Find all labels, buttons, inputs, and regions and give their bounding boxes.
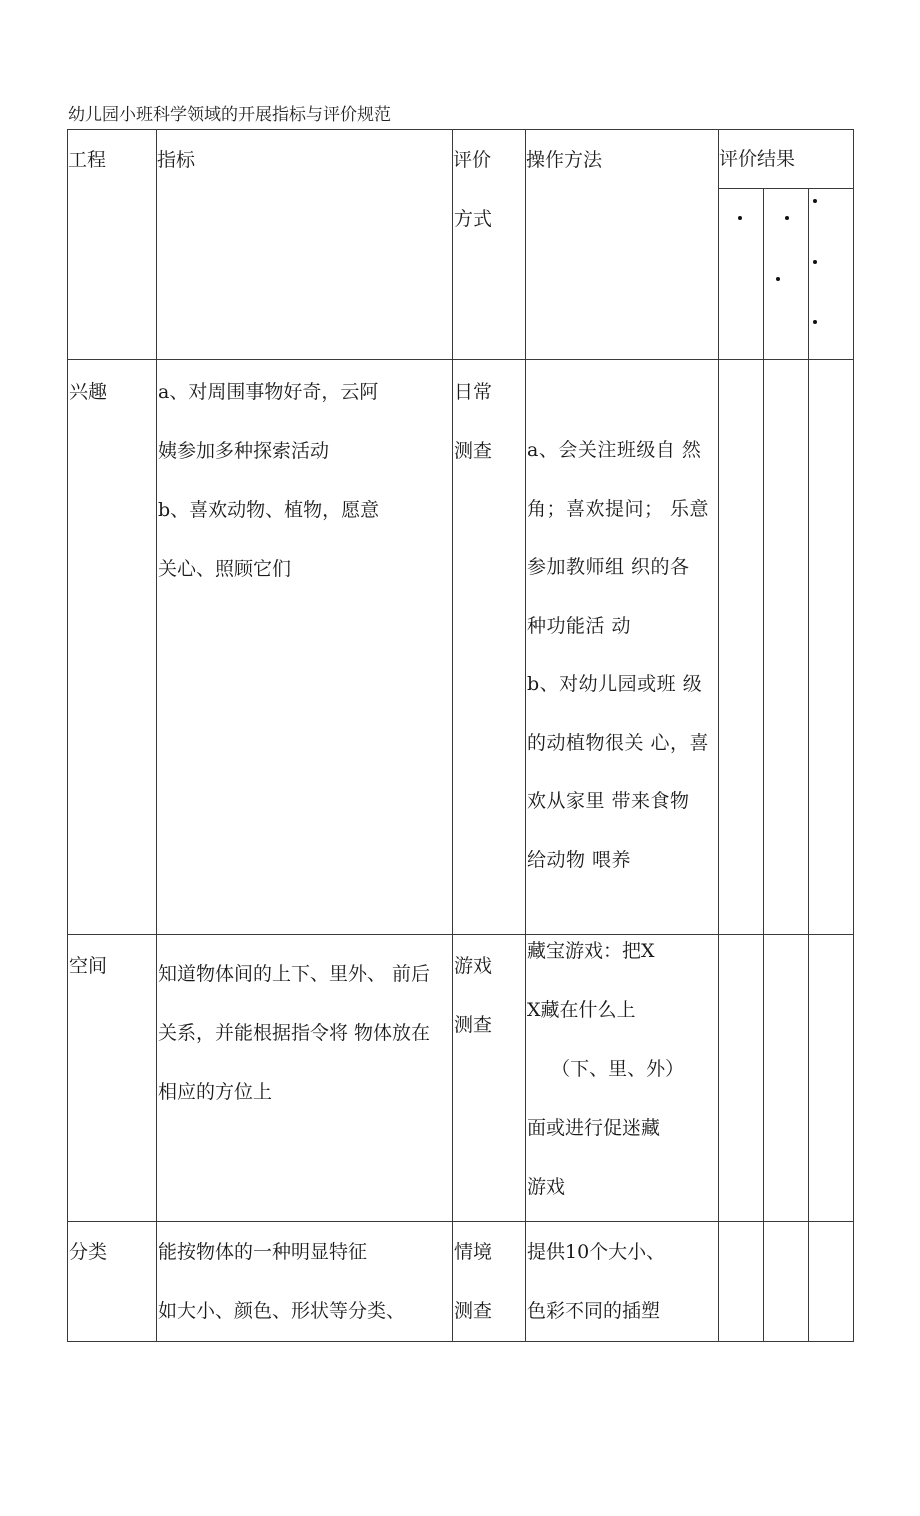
method-cell [453,1222,526,1342]
header-indicator: 指标 [157,149,196,171]
header-row [68,130,854,189]
result-cell [719,1222,764,1342]
header-method-line2: 方式 [454,208,493,230]
item-cell [68,360,157,935]
operation-line: 角；喜欢提问； 乐意 [527,497,710,520]
indicator-cell [157,1222,453,1342]
operation-line: 面或进行促迷藏 [527,1117,661,1139]
bullet-mark [813,260,817,264]
header-method-cell [453,130,526,360]
method-line: 日常 [454,381,493,403]
item-label: 空间 [69,955,108,977]
result-cell [719,935,764,1222]
bullet-mark [738,216,742,220]
operation-line: 色彩不同的插塑 [527,1300,661,1322]
header-result: 评价结果 [719,148,796,170]
result-cell [764,935,809,1222]
table-row [68,360,854,935]
method-line: 测查 [454,1300,493,1322]
operation-line: 参加教师组 织的各 [527,556,690,578]
method-cell [453,935,526,1222]
evaluation-table [67,129,854,1342]
indicator-line: 知道物体间的上下、里外、 前后 [158,963,431,985]
operation-line: 种功能活 动 [527,614,632,637]
indicator-cell [157,935,453,1222]
bullet-mark [813,320,817,324]
indicator-line: 关系，并能根据指令将 物体放在 [158,1022,431,1044]
operation-line: 藏宝游戏：把X [527,940,655,962]
result-cell [809,360,854,935]
header-item-cell [68,130,157,360]
table-row [68,1222,854,1342]
header-item: 工程 [68,149,107,171]
indicator-line: a、对周围事物好奇，云阿 [158,381,379,403]
indicator-line: 相应的方位上 [158,1081,273,1103]
table-row [68,935,854,1222]
operation-line: 游戏 [527,1176,566,1198]
header-method-line1: 评价 [453,149,492,171]
indicator-line: 关心、照顾它们 [158,558,292,580]
method-cell [453,360,526,935]
indicator-line: 姨参加多种探索活动 [158,440,330,462]
operation-line: b、对幼儿园或班 级 [527,673,703,695]
operation-cell [526,1222,719,1342]
result-cell [764,360,809,935]
indicator-line: b、喜欢动物、植物，愿意 [158,499,380,521]
result-cell [809,935,854,1222]
header-operation: 操作方法 [526,149,603,171]
bullet-mark [776,277,780,281]
bullet-mark [785,216,789,220]
header-indicator-cell [157,130,453,360]
item-label: 兴趣 [69,381,108,403]
result-subcol-3 [809,189,854,360]
result-cell [809,1222,854,1342]
operation-cell [526,360,719,935]
bullet-mark [813,199,817,203]
indicator-line: 如大小、颜色、形状等分类、 [158,1300,406,1322]
indicator-line: 能按物体的一种明显特征 [158,1241,368,1263]
operation-line: 的动植物很关 心，喜 [527,731,710,754]
item-cell [68,935,157,1222]
result-cell [719,360,764,935]
result-cell [764,1222,809,1342]
item-label: 分类 [69,1241,108,1263]
item-cell [68,1222,157,1342]
indicator-cell [157,360,453,935]
operation-line: 提供10个大小、 [527,1241,666,1263]
result-subcol-2 [764,189,809,360]
document-title: 幼儿园小班科学领域的开展指标与评价规范 [68,105,391,125]
method-line: 测查 [454,1014,493,1036]
operation-line: 欢从家里 带来食物 [527,790,690,812]
operation-line: a、会关注班级自 然 [527,439,702,461]
method-line: 情境 [454,1241,493,1263]
operation-line: X藏在什么上 [527,999,636,1021]
method-line: 测查 [454,440,493,462]
operation-cell [526,935,719,1222]
header-result-cell [719,130,854,189]
header-operation-cell [526,130,719,360]
result-subcol-1 [719,189,764,360]
operation-line: 给动物 喂养 [527,848,632,871]
method-line: 游戏 [454,955,493,977]
operation-line: （下、里、外） [527,1058,685,1080]
